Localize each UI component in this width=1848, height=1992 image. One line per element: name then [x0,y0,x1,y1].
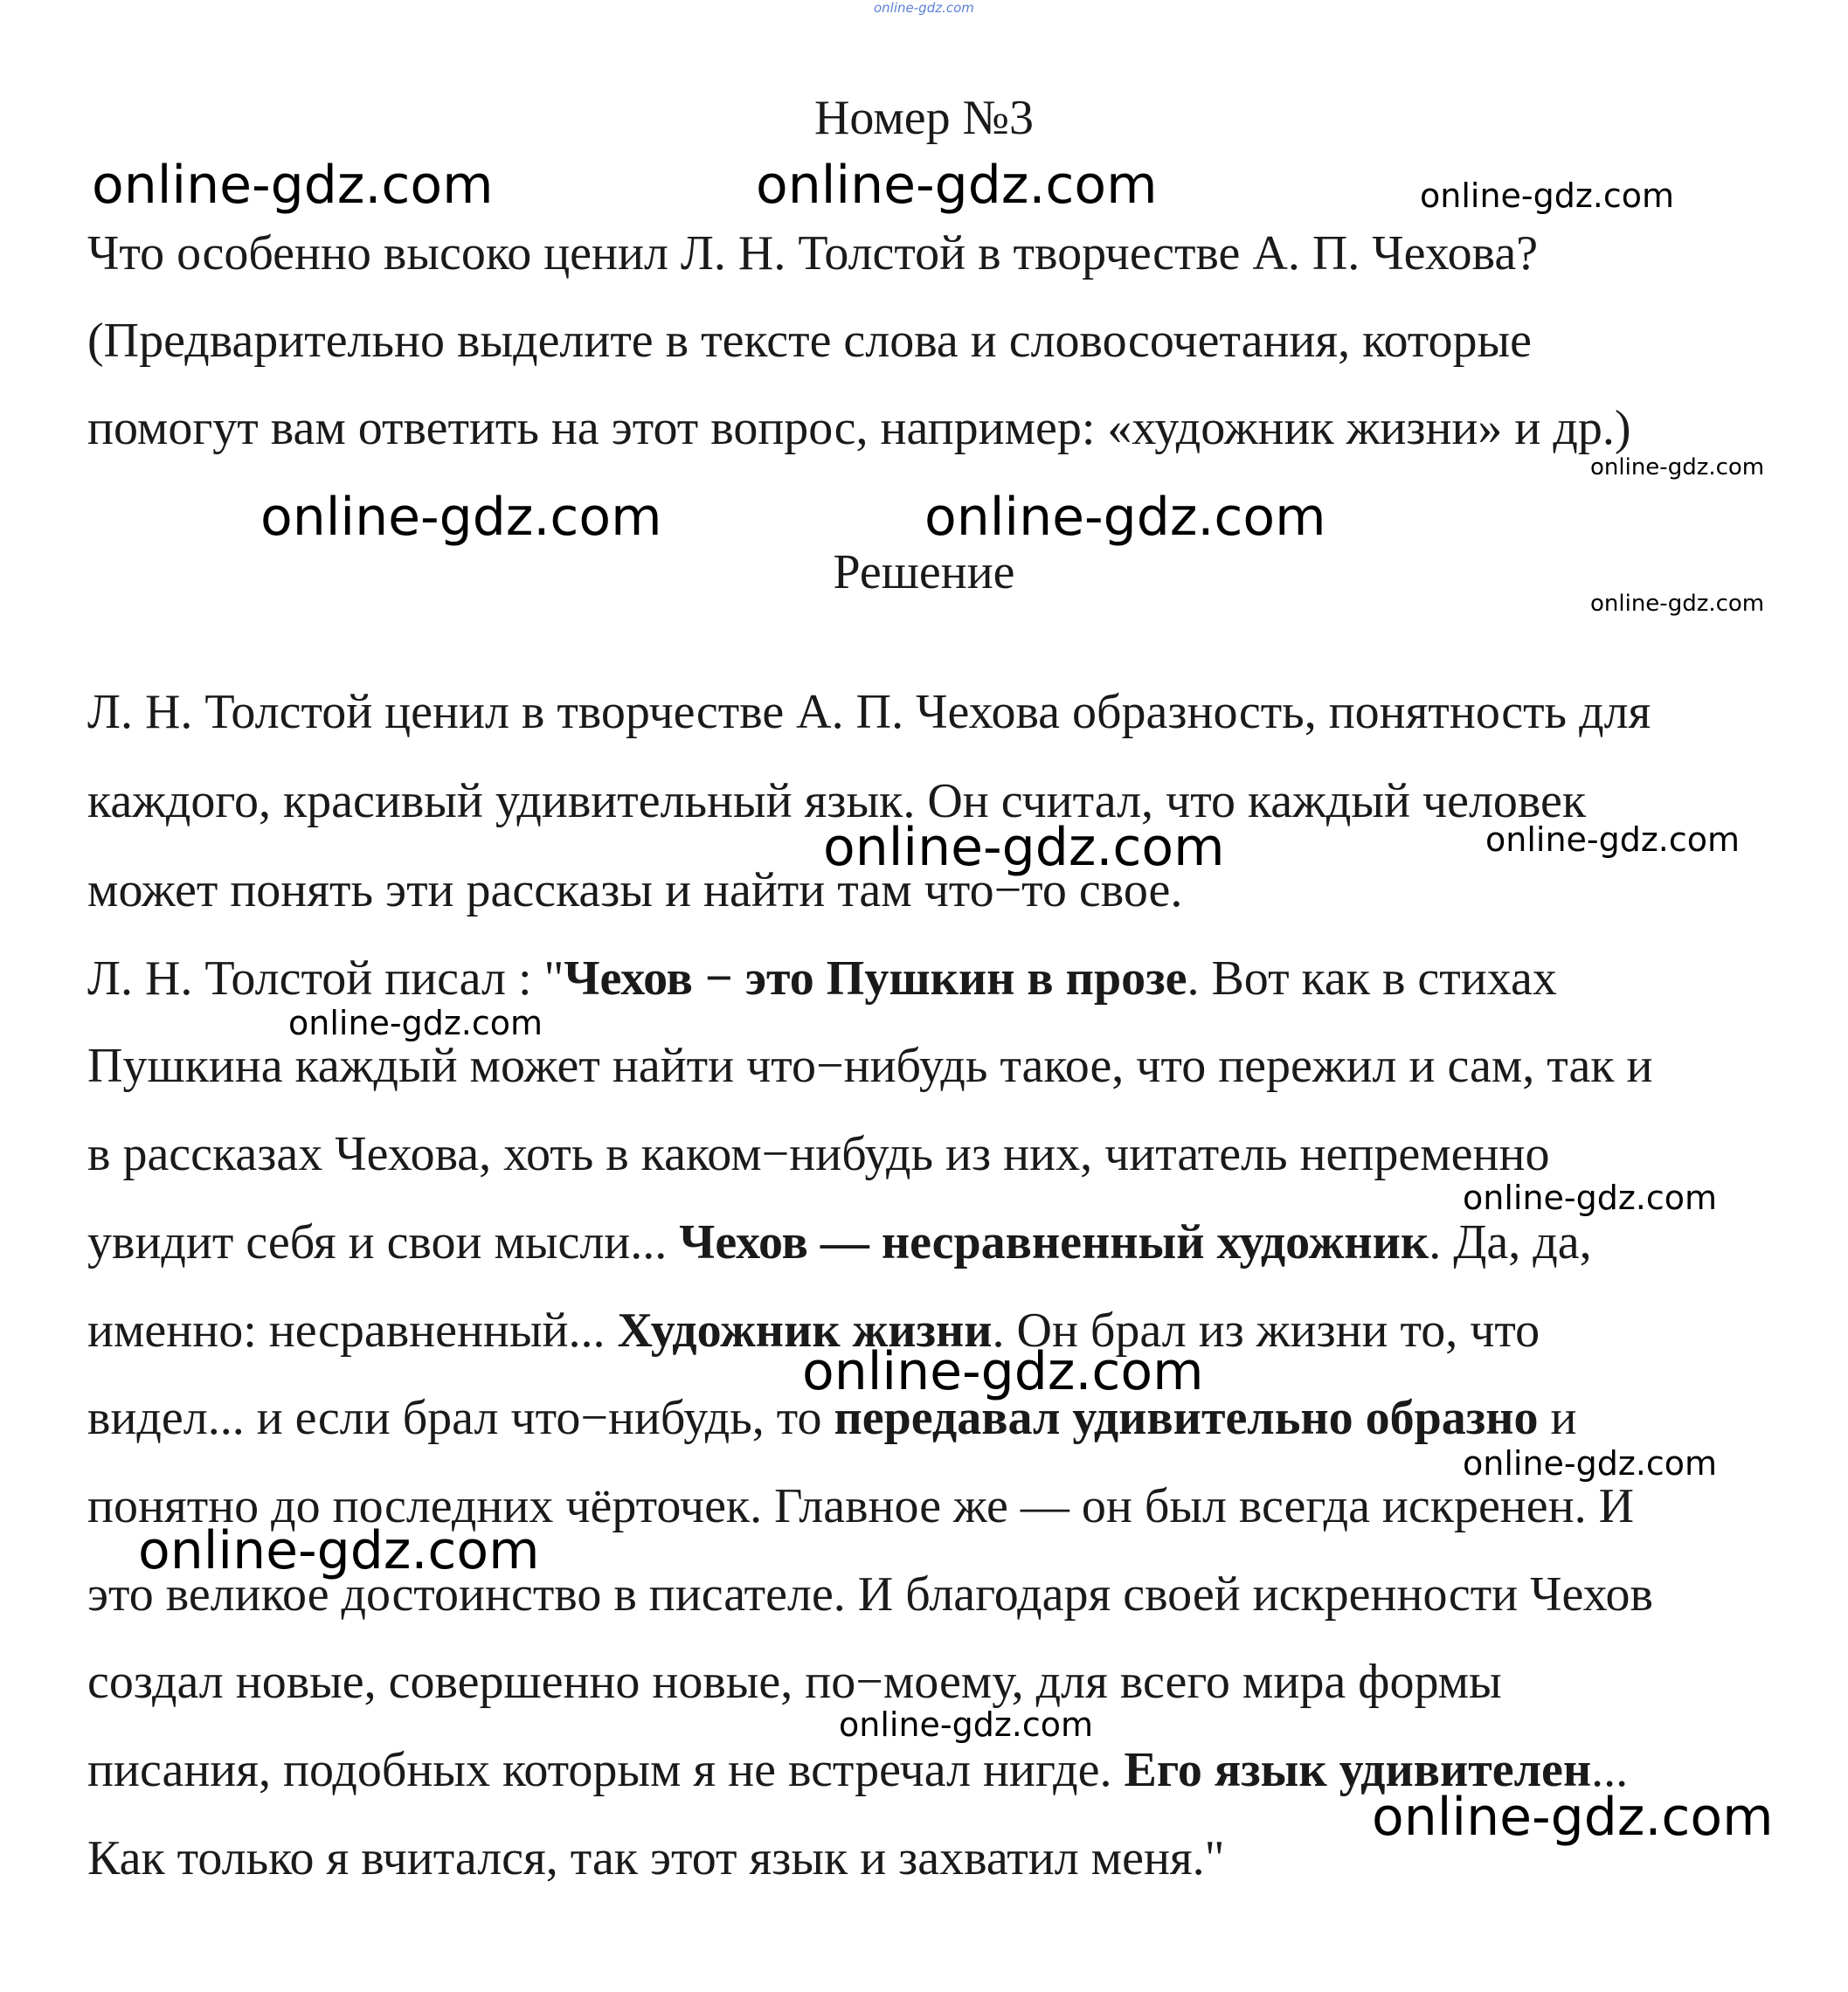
answer-line-5: Пушкина каждый может найти что−нибудь такое, что пережил и сам, так и [87,1039,1653,1093]
text-run: видел... и если брал что−нибудь, то [87,1391,834,1445]
watermark: online-gdz.com [1485,820,1741,859]
bold-phrase: Чехов — несравненный художник [679,1215,1429,1269]
answer-line-11: это великое достоинство в писателе. И благодаря своей искренности Чехов [87,1567,1653,1622]
answer-line-12: создал новые, совершенно новые, по−моему, для всего мира формы [87,1655,1502,1709]
bold-phrase: Художник жизни [617,1304,993,1358]
watermark: online-gdz.com [1590,591,1765,617]
watermark: online-gdz.com [288,1004,543,1042]
watermark: online-gdz.com [1372,1787,1774,1848]
text-run: именно: несравненный... [87,1304,618,1358]
watermark: online-gdz.com [756,155,1158,216]
bold-phrase: Его язык удивителен [1124,1743,1592,1797]
text-run: . Он брал из жизни то, что [992,1304,1540,1358]
bold-phrase: передавал удивительно образно [834,1391,1539,1445]
answer-line-3: может понять эти рассказы и найти там что−то свое. [87,863,1183,917]
watermark: online-gdz.com [1463,1444,1718,1483]
answer-line-9 [87,1387,1576,1449]
text-run: писания, подобных которым я не встречал нигде. [87,1743,1125,1797]
answer-line-14: Как только я вчитался, так этот язык и захватил меня." [87,1831,1225,1885]
question-line-2: (Предварительно выделите в тексте слова и словосочетания, которые [87,314,1532,368]
watermark-top: online-gdz.com [874,0,974,16]
watermark: online-gdz.com [1590,454,1765,481]
text-run: . Да, да, [1429,1215,1592,1269]
answer-line-6: в рассказах Чехова, хоть в каком−нибудь из них, читатель непременно [87,1127,1550,1181]
watermark: online-gdz.com [1420,176,1675,215]
watermark: online-gdz.com [839,1705,1094,1744]
text-run: Л. Н. Толстой писал : " [87,951,564,1006]
solution-heading: Решение [833,545,1015,599]
watermark: online-gdz.com [260,487,662,548]
bold-phrase: Чехов − это Пушкин в прозе [564,951,1187,1006]
answer-line-10: понятно до последних чёрточек. Главное же — он был всегда искренен. И [87,1479,1635,1533]
question-line-3: помогут вам ответить на этот вопрос, например: «художник жизни» и др.) [87,401,1631,455]
text-run: и [1538,1391,1577,1445]
question-line-1: Что особенно высоко ценил Л. Н. Толстой в творчестве А. П. Чехова? [87,226,1539,280]
answer-line-1: Л. Н. Толстой ценил в творчестве А. П. Чехова образность, понятность для [87,685,1651,739]
watermark: online-gdz.com [92,155,494,216]
watermark: online-gdz.com [1463,1179,1718,1217]
answer-line-7 [87,1212,1592,1273]
page-title: Номер №3 [813,91,1035,145]
answer-line-2: каждого, красивый удивительный язык. Он считал, что каждый человек [87,774,1587,828]
text-run: . Вот как в стихах [1187,951,1557,1006]
watermark: online-gdz.com [823,817,1225,878]
watermark: online-gdz.com [802,1341,1204,1402]
watermark: online-gdz.com [924,487,1326,548]
text-run: увидит себя и свои мысли... [87,1215,680,1269]
answer-line-4 [87,948,1557,1009]
watermark: online-gdz.com [138,1520,540,1581]
text-run: ... [1591,1743,1629,1797]
